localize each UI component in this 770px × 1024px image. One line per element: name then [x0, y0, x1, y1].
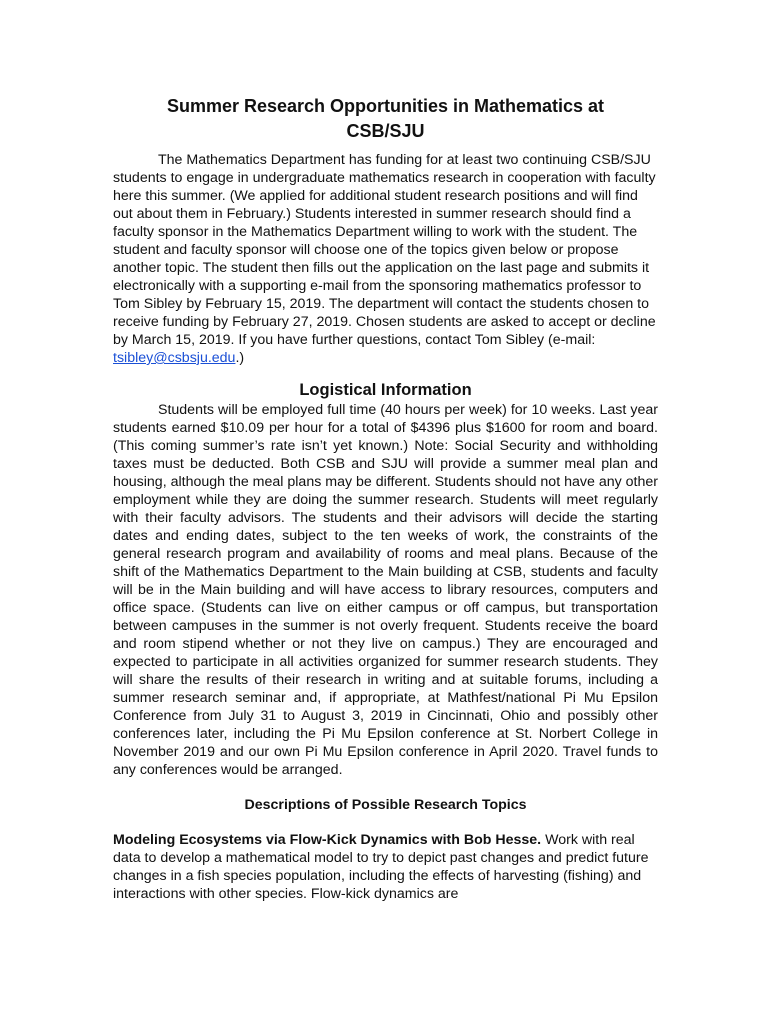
title-line-2: CSB/SJU	[346, 121, 425, 141]
topics-heading: Descriptions of Possible Research Topics	[244, 797, 527, 813]
intro-paragraph	[113, 151, 658, 367]
document-title	[113, 94, 658, 144]
title-line-1: Summer Research Opportunities in Mathematics at	[166, 96, 605, 116]
logistics-paragraph: Students will be employed full time (40 hours per week) for 10 weeks. Last year students earned $10.09 per hour for a total of $4396 plus $1600 for room and board. (This coming summer’s rate isn’t yet known.) Note: Social Security and withholding taxes must be deducted. Both CSB and SJU will provide a summer meal plan and housing, although the meal plans may be different. Students should not have any other employment while they are doing the summer research. Students will meet regularly with their faculty advisors. The students and their advisors will decide the starting dates and ending dates, subject to the ten weeks of work, the constraints of the general research program and availability of rooms and meal plans. Because of the shift of the Mathematics Department to the Main building at CSB, students and faculty will be in the Main building and will have access to library resources, computers and office space. (Students can live on either campus or off campus, but transportation between campuses in the summer is not overly frequent. Students receive the board and room stipend whether or not they live on campus.) They are encouraged and expected to participate in all activities organized for summer research students. They will share the results of their research in writing and at suitable forums, including a summer research seminar and, if appropriate, at Mathfest/national Pi Mu Epsilon Conference from July 31 to August 3, 2019 in Cincinnati, Ohio and possibly other conferences later, including the Pi Mu Epsilon conference at St. Norbert College in November 2019 and our own Pi Mu Epsilon conference in April 2020. Travel funds to any conferences would be arranged.	[113, 402, 658, 778]
topic-paragraph	[113, 831, 658, 903]
logistics-heading: Logistical Information	[299, 381, 472, 399]
topic-text: Work with real data to develop a mathematical model to try to depict past changes and predict future changes in a fish species population, including the effects of harvesting (fishing) and interactions with other species. Flow-kick dynamics are	[113, 832, 649, 902]
document-page	[113, 94, 658, 903]
intro-end: .)	[235, 350, 245, 366]
email-link[interactable]: tsibley@csbsju.edu	[113, 350, 236, 366]
intro-text: The Mathematics Department has funding for at least two continuing CSB/SJU students to engage in undergraduate mathematics research in cooperation with faculty here this summer. (We applied for additional student research positions and will find out about them in February.) Students interested in summer research should find a faculty sponsor in the Mathematics Department willing to work with the student. The student and faculty sponsor will choose one of the topics given below or propose another topic. The student then fills out the application on the last page and submits it electronically with a supporting e-mail from the sponsoring mathematics professor to Tom Sibley by February 15, 2019. The department will contact the students chosen to receive funding by February 27, 2019. Chosen students are asked to accept or decline by March 15, 2019. If you have further questions, contact Tom Sibley (e-mail:	[113, 152, 656, 348]
topic-title: Modeling Ecosystems via Flow-Kick Dynamics with Bob Hesse.	[113, 832, 542, 848]
